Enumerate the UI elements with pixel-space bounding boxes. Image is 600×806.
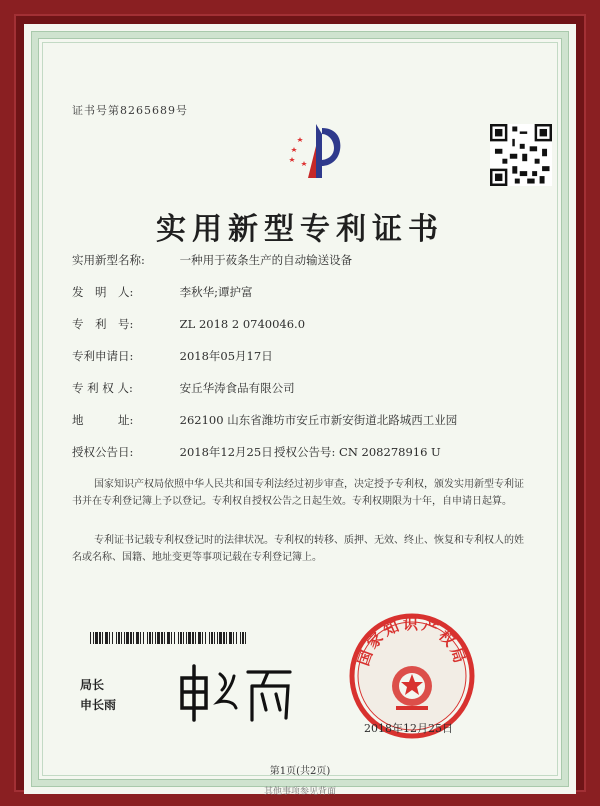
sipo-logo-icon [282,116,352,186]
footer-note: 其他事项参见背面 [263,787,336,797]
field-patentee [72,380,295,396]
signatory-name: 申长雨 [80,698,117,712]
field-label: 发 明 人: [72,285,134,299]
certificate-title: 实用新型专利证书 [156,212,444,247]
field-label: 专利申请日: [72,349,134,363]
field-label: 专 利 权 人: [72,381,133,395]
barcode-icon [90,632,248,644]
field-announcement-number [274,444,441,460]
seal-date: 2018年12月25日 [364,722,453,735]
field-value: CN 208278916 U [339,445,441,459]
field-utility-name [72,252,352,268]
certificate-paper [24,24,576,797]
field-label: 地 址: [72,413,134,427]
field-label: 实用新型名称: [72,253,145,267]
field-value: 李秋华;谭护富 [179,285,253,299]
qr-code-icon [490,124,552,186]
signatory-role: 局长 [80,678,105,692]
field-label: 授权公告号: [274,445,336,459]
field-patent-number [72,316,305,332]
field-value: ZL 2018 2 0740046.0 [179,317,306,331]
field-value: 2018年05月17日 [179,349,273,363]
field-grant-date [72,444,273,460]
field-value: 262100 山东省潍坊市安丘市新安街道北路城西工业园 [179,413,458,427]
statement-paragraph-2: 专利证书记载专利权登记时的法律状况。专利权的转移、质押、无效、终止、恢复和专利权人的姓名或名称、国籍、地址变更等事项记载在专利登记簿上。 [72,535,524,563]
page-number: 第1页(共2页) [269,766,331,777]
seal-text: 国家知识产权局 [354,614,470,669]
field-value: 2018年12月25日 [179,445,273,459]
field-inventor [72,284,253,300]
field-application-date [72,348,273,364]
field-value: 安丘华涛食品有限公司 [179,381,295,395]
signature-icon [176,656,296,726]
field-address [72,412,457,428]
field-label: 专 利 号: [72,317,134,331]
field-label: 授权公告日: [72,445,134,459]
field-value: 一种用于莜条生产的自动输送设备 [179,253,353,267]
certificate-number: 证书号第8265689号 [72,104,188,117]
statement-paragraph-1: 国家知识产权局依照中华人民共和国专利法经过初步审查，决定授予专利权，颁发实用新型专利证书并在专利登记簿上予以登记。专利权自授权公告之日起生效。专利权期限为十年，自申请日起算。 [72,479,524,507]
